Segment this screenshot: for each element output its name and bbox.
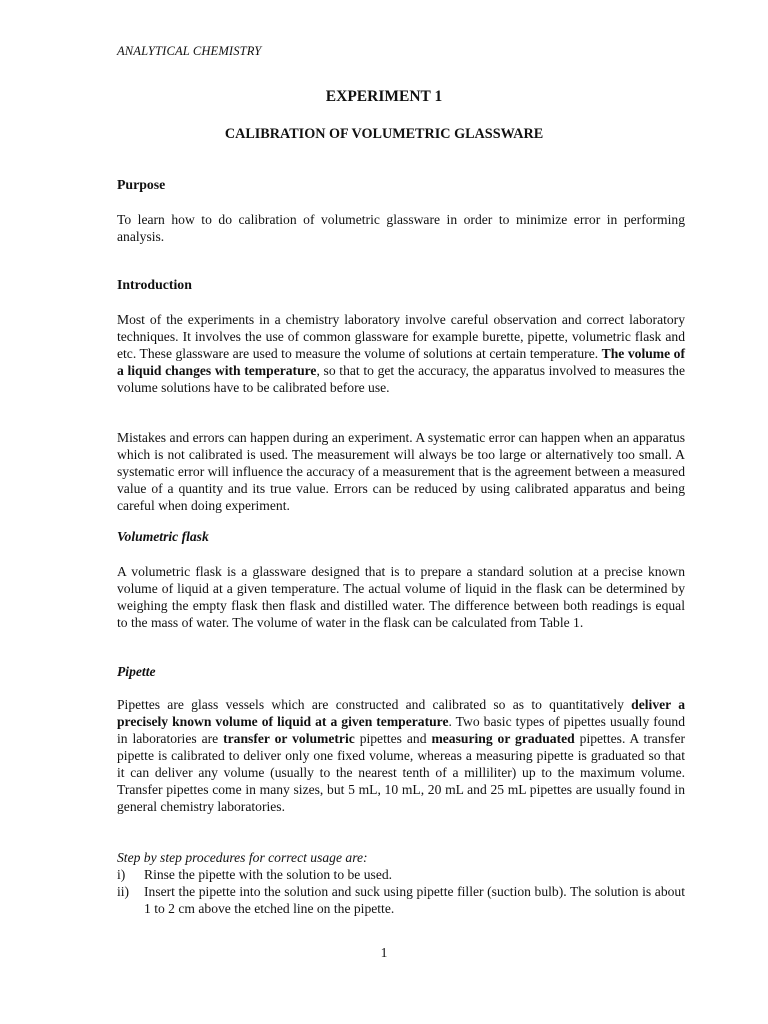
- experiment-title: EXPERIMENT 1: [325, 88, 443, 105]
- volumetric-flask-heading: Volumetric flask: [117, 529, 209, 544]
- purpose-heading: Purpose: [117, 177, 166, 192]
- procedure-lead: Step by step procedures for correct usage are:: [117, 850, 368, 865]
- introduction-heading: Introduction: [117, 277, 192, 292]
- volumetric-flask-text: A volumetric flask is a glassware designed that is to prepare a standard solution at a precise known volume of liquid at a given temperature. The actual volume of liquid in the flask can be determined by weighing the empty flask then flask and distilled water. The difference between both readings is equal to the mass of water. The volume of water in the flask can be calculated from Table 1.: [117, 564, 685, 630]
- pipette-text: Pipettes are glass vessels which are constructed and calibrated so as to quantitatively deliver a precisely known volume of liquid at a given temperature. Two basic types of pipettes usually found in laboratories are transfer or volumetric pipettes and measuring or graduated pipettes. A transfer pipette is calibrated to deliver only one fixed volume, whereas a measuring pipette is graduated so that it can deliver any volume (usually to the nearest tenth of a milliliter) up to the maximum volume. Transfer pipettes come in many sizes, but 5 mL, 10 mL, 20 mL and 25 mL pipettes are usually found in general chemistry laboratories.: [117, 697, 686, 814]
- emphasis-temperature: The volume of a liquid changes with temperature: [117, 346, 685, 378]
- pipette-heading: Pipette: [117, 664, 156, 679]
- procedure-step: ii) Insert the pipette into the solution and suck using pipette filler (suction bulb). The solution is about 1 to 2 cm above the etched line on the pipette.: [117, 884, 685, 916]
- running-head: ANALYTICAL CHEMISTRY: [117, 44, 262, 58]
- introduction-paragraph-1: Most of the experiments in a chemistry laboratory involve careful observation and correct laboratory techniques. It involves the use of common glassware for example burette, pipette, volumetric flask and etc. These glassware are used to measure the volume of solutions at certain temperature. The volume of a liquid changes with temperature, so that to get the accuracy, the apparatus involved to measures the volume solutions have to be calibrated before use.: [117, 312, 686, 395]
- document-title: CALIBRATION OF VOLUMETRIC GLASSWARE: [224, 126, 544, 142]
- page-number: 1: [380, 945, 388, 960]
- purpose-text: To learn how to do calibration of volumetric glassware in order to minimize error in performing analysis.: [117, 212, 685, 244]
- procedure-steps: [117, 866, 685, 917]
- procedure-step: i) Rinse the pipette with the solution to be used.: [117, 867, 393, 882]
- introduction-paragraph-2: Mistakes and errors can happen during an experiment. A systematic error can happen when an apparatus which is not calibrated is used. The measurement will always be too large or alternatively too small. A systematic error will influence the accuracy of a measurement that is the agreement between a measured value of a quantity and its true value. Errors can be reduced by using calibrated apparatus and being careful when doing experiment.: [117, 430, 685, 513]
